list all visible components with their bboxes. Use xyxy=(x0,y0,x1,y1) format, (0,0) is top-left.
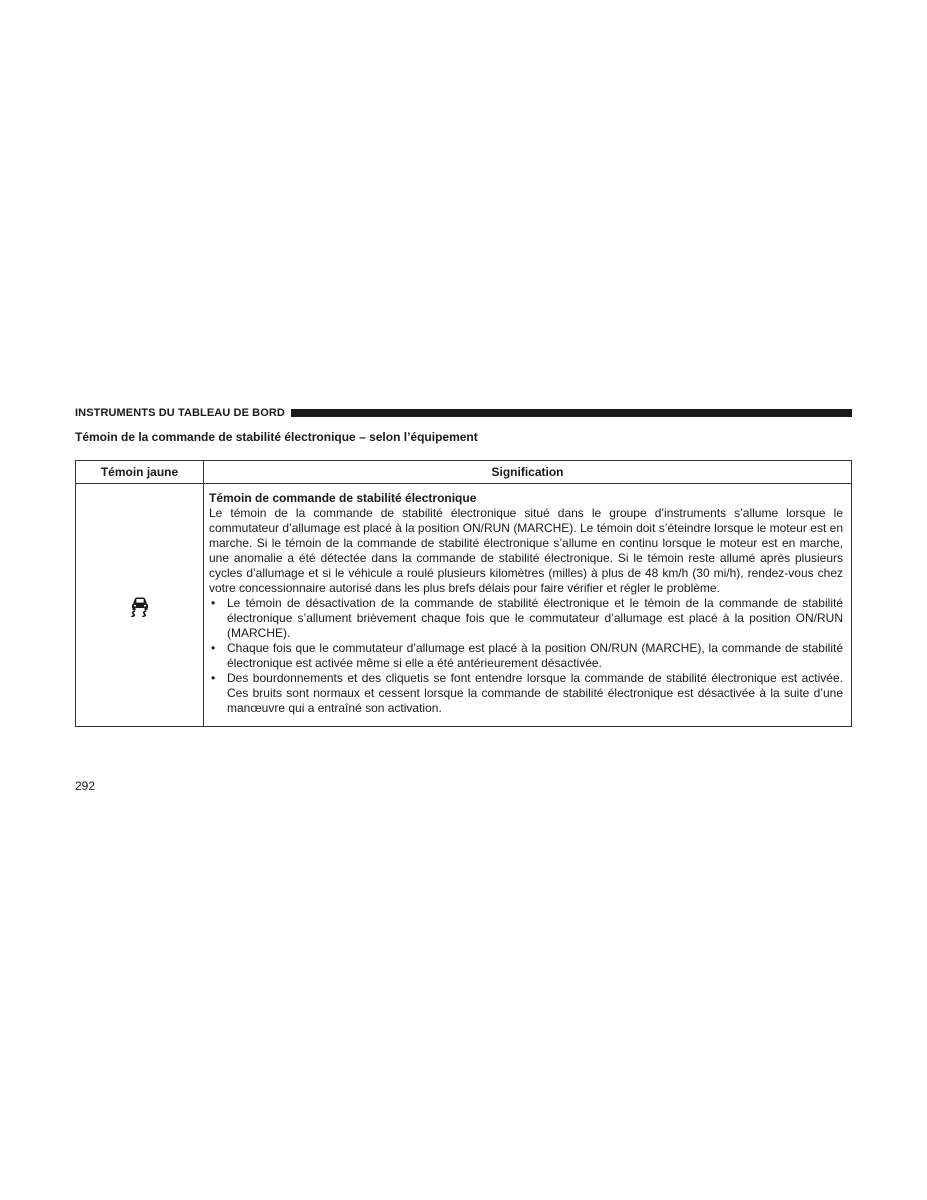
section-rule xyxy=(291,409,852,417)
section-title: INSTRUMENTS DU TABLEAU DE BORD xyxy=(75,407,285,419)
indicator-table xyxy=(75,460,852,727)
header-indicator: Témoin jaune xyxy=(76,461,204,484)
page-number: 292 xyxy=(75,779,96,793)
entry-paragraph: Le témoin de la commande de stabilité électronique situé dans le groupe d’instruments s’allume lorsque le commutateur d’allumage est placé à la position ON/RUN (MARCHE). Le témoin doit s’éteindre lorsque le moteur est en marche. Si le témoin de la commande de stabilité électronique s’allume en continu lorsque le moteur est en marche, une anomalie a été détectée dans la commande de stabilité électronique. Si le témoin reste allumé après plusieurs cycles d’allumage et si le véhicule a roulé plusieurs kilomètres (milles) à plus de 48 km/h (30 mi/h), rendez-vous chez votre concessionnaire autorisé dans les plus brefs délais pour faire vérifier et régler le problème. xyxy=(209,506,843,595)
skid-car-icon xyxy=(128,595,152,617)
table-row xyxy=(76,484,852,727)
entry-title: Témoin de commande de stabilité électronique xyxy=(209,491,477,505)
meaning-cell xyxy=(204,484,852,727)
header-meaning: Signification xyxy=(204,461,852,484)
list-item: • Chaque fois que le commutateur d’allumage est placé à la position ON/RUN (MARCHE), la commande de stabilité électronique est activée même si elle a été antérieurement désactivée. xyxy=(209,641,843,671)
list-item: • Le témoin de désactivation de la commande de stabilité électronique et le témoin de la commande de stabilité électronique s’allument brièvement chaque fois que le commutateur d’allumage est placé à la position ON/RUN (MARCHE). xyxy=(209,596,843,641)
table-header-row xyxy=(76,461,852,484)
subsection-title: Témoin de la commande de stabilité électronique – selon l’équipement xyxy=(75,430,478,444)
icon-cell xyxy=(76,484,204,727)
section-header xyxy=(75,405,852,421)
bullet-list xyxy=(209,596,843,716)
list-item: • Des bourdonnements et des cliquetis se font entendre lorsque la commande de stabilité électronique est activée. Ces bruits sont normaux et cessent lorsque la commande de stabilité électronique est désactivée à la suite d’une manœuvre qui a entraîné son activation. xyxy=(209,671,843,716)
